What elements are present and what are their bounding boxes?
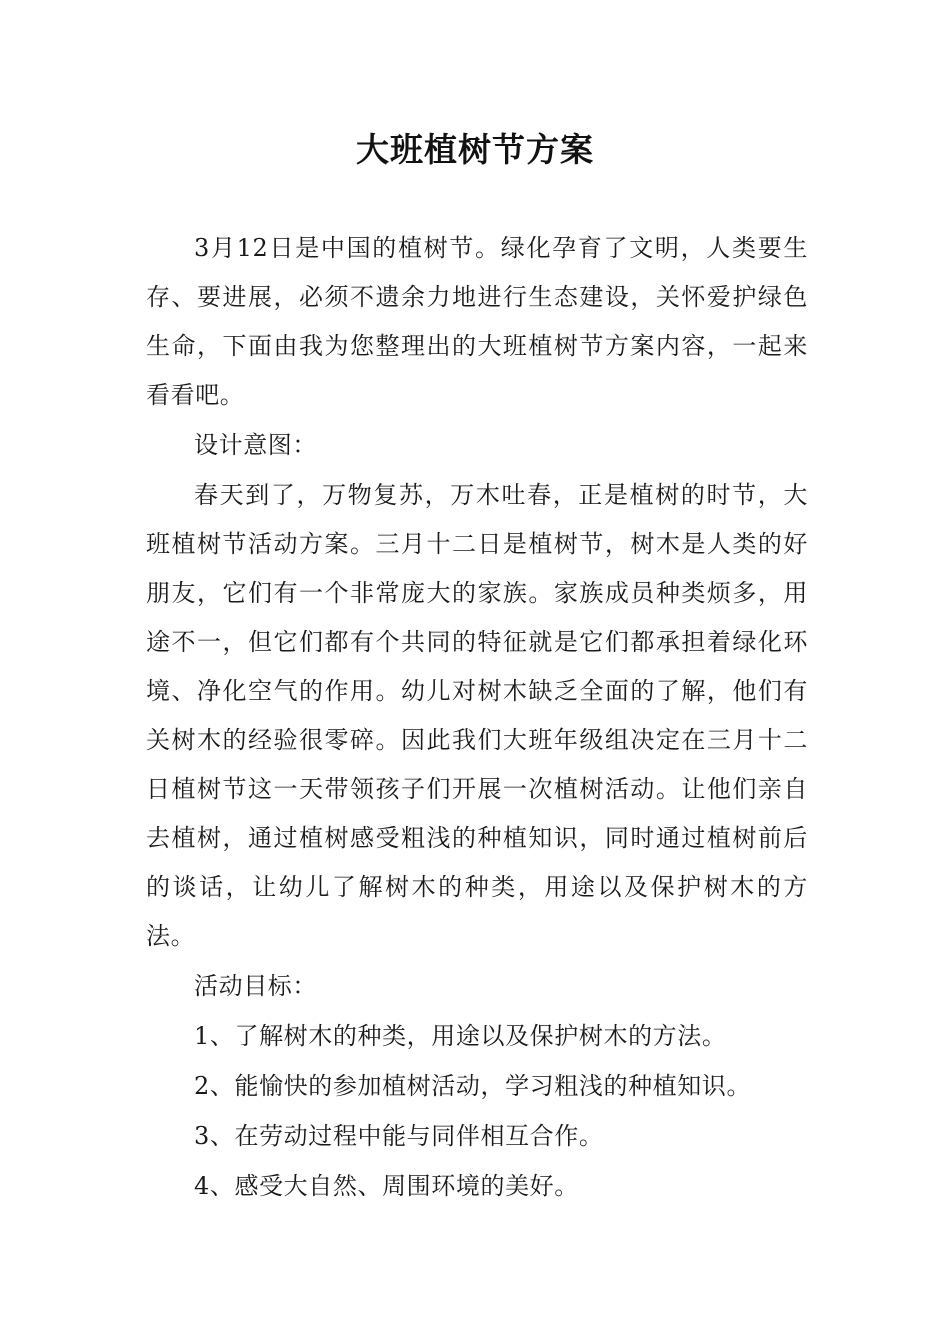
document-body — [146, 224, 808, 1211]
design-intent-heading: 设计意图： — [194, 431, 317, 459]
design-intent-paragraph: 春天到了，万物复苏，万木吐春，正是植树的时节，大班植树节活动方案。三月十二日是植树节，树木是人类的好朋友，它们有一个非常庞大的家族。家族成员种类烦多，用途不一，但它们都有个共同的特征就是它们都承担着绿化环境、净化空气的作用。幼儿对树木缺乏全面的了解，他们有关树木的经验很零碎。因此我们大班年级组决定在三月十二日植树节这一天带领孩子们开展一次植树活动。让他们亲自去植树，通过植树感受粗浅的种植知识，同时通过植树前后的谈话，让幼儿了解树木的种类，用途以及保护树木的方法。 — [146, 481, 808, 950]
intro-paragraph: 3月12日是中国的植树节。绿化孕育了文明，人类要生存、要进展，必须不遗余力地进行生态建设，关怀爱护绿色生命，下面由我为您整理出的大班植树节方案内容，一起来看看吧。 — [146, 234, 808, 409]
goal-item-4: 4、感受大自然、周围环境的美好。 — [194, 1172, 579, 1200]
goal-item-2: 2、能愉快的参加植树活动，学习粗浅的种植知识。 — [194, 1072, 752, 1100]
goal-item-3: 3、在劳动过程中能与同伴相互合作。 — [194, 1122, 604, 1150]
activity-goals-heading: 活动目标： — [194, 972, 317, 1000]
document-title: 大班植树节方案 — [356, 130, 594, 169]
goal-item-1: 1、了解树木的种类，用途以及保护树木的方法。 — [194, 1022, 727, 1050]
